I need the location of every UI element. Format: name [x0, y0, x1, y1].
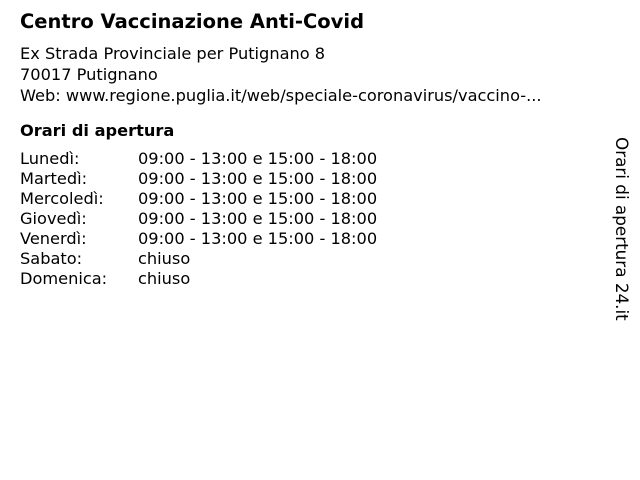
hours-row-tuesday [20, 169, 610, 189]
opening-hours-table [20, 149, 610, 289]
day-label: Giovedì: [20, 209, 87, 228]
day-hours: 09:00 - 13:00 e 15:00 - 18:00 [138, 209, 378, 228]
hours-row-sunday [20, 269, 610, 289]
postal-city: 70017 Putignano [20, 65, 158, 84]
day-hours: 09:00 - 13:00 e 15:00 - 18:00 [138, 169, 378, 188]
site-watermark: Orari di apertura 24.it [612, 137, 632, 321]
opening-hours-heading: Orari di apertura [20, 121, 175, 140]
day-hours: 09:00 - 13:00 e 15:00 - 18:00 [138, 229, 378, 248]
hours-row-wednesday [20, 189, 610, 209]
hours-row-monday [20, 149, 610, 169]
website-link[interactable]: Web: www.regione.puglia.it/web/speciale-coronavirus/vaccino-... [20, 86, 542, 105]
day-label: Sabato: [20, 249, 83, 268]
day-hours: chiuso [138, 269, 191, 288]
day-label: Lunedì: [20, 149, 80, 168]
day-label: Domenica: [20, 269, 108, 288]
day-label: Mercoledì: [20, 189, 104, 208]
hours-row-saturday [20, 249, 610, 269]
day-label: Venerdì: [20, 229, 87, 248]
hours-row-friday [20, 229, 610, 249]
business-name: Centro Vaccinazione Anti-Covid [20, 10, 365, 33]
hours-row-thursday [20, 209, 610, 229]
day-label: Martedì: [20, 169, 88, 188]
day-hours: 09:00 - 13:00 e 15:00 - 18:00 [138, 149, 378, 168]
business-card [20, 9, 610, 289]
address-block [20, 43, 610, 106]
day-hours: chiuso [138, 249, 191, 268]
street-address: Ex Strada Provinciale per Putignano 8 [20, 44, 326, 63]
day-hours: 09:00 - 13:00 e 15:00 - 18:00 [138, 189, 378, 208]
